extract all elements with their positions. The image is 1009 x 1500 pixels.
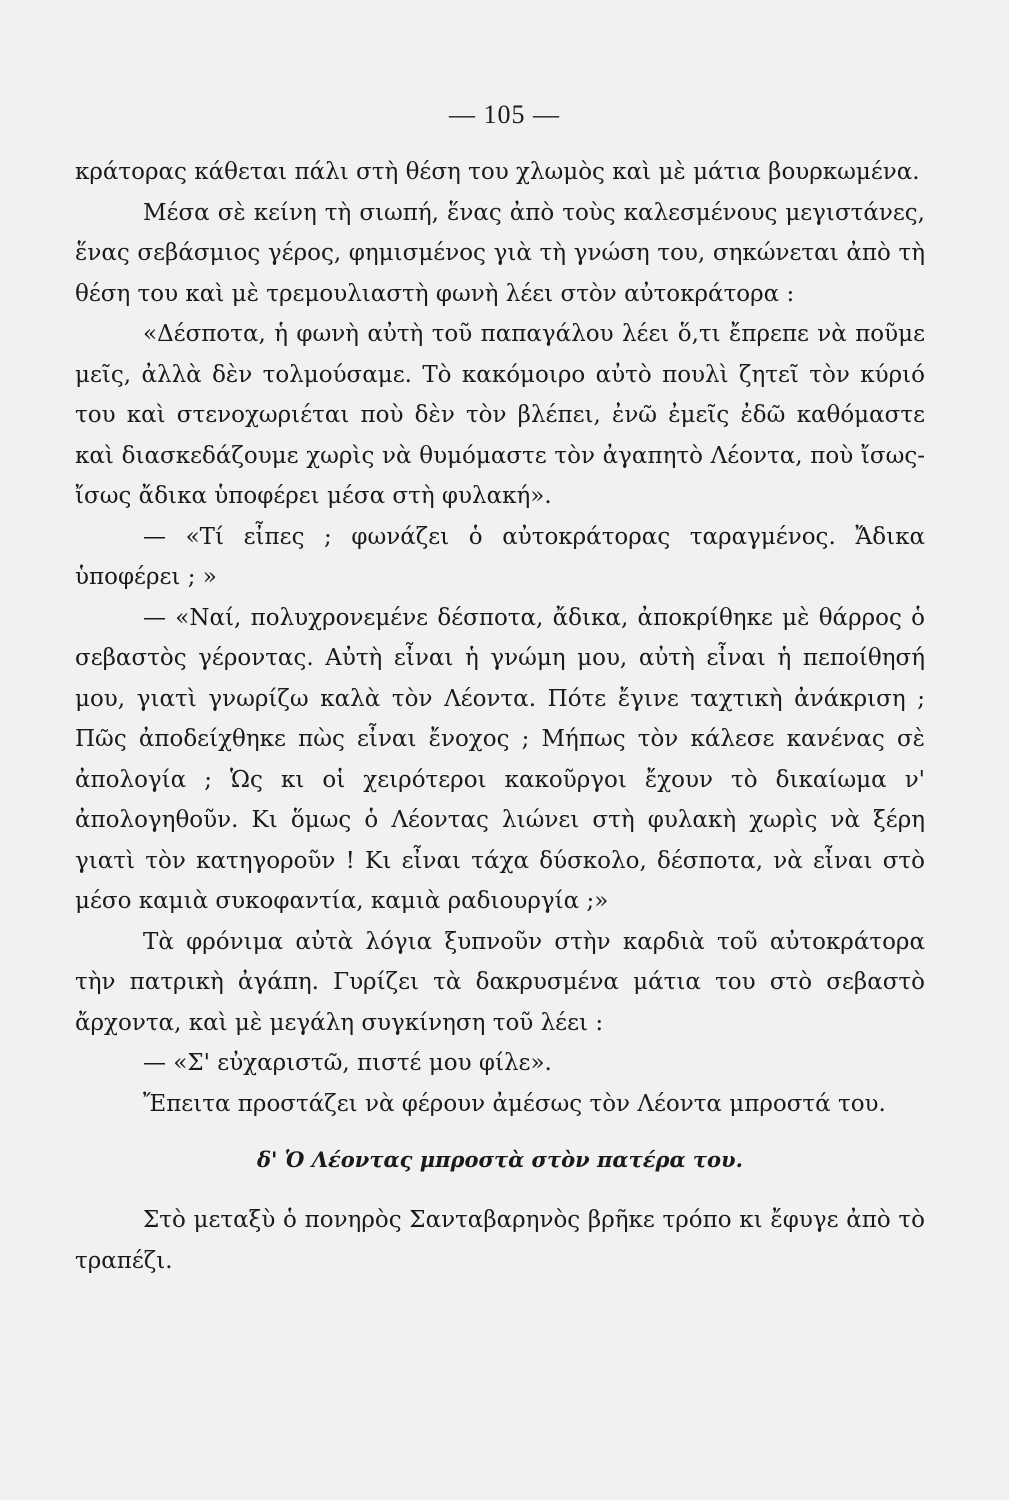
dialogue-paragraph: — «Σ' εὐχαριστῶ, πιστέ μου φίλε».: [143, 1050, 552, 1076]
closing-paragraph: Στὸ μεταξὺ ὁ πονηρὸς Σανταβαρηνὸς βρῆκε τρόπο κι ἔφυγε ἀπὸ τὸ τραπέζι.: [75, 1207, 925, 1274]
paragraph: Μέσα σὲ κείνη τὴ σιωπή, ἕνας ἀπὸ τοὺς καλεσμένους μεγιστάνες, ἕνας σεβάσμιος γέρος, φημισμένος γιὰ τὴ γνώση του, σηκώνεται ἀπὸ τὴ θέση του καὶ μὲ τρεμουλιαστὴ φωνὴ λέει στὸν αὐτοκράτορα :: [75, 199, 925, 307]
page-number: — 105 —: [449, 100, 560, 129]
paragraph: κράτορας κάθεται πάλι στὴ θέση του χλωμὸς καὶ μὲ μάτια βουρκωμένα.: [75, 159, 920, 185]
body-text: [75, 152, 925, 1281]
paragraph: «Δέσποτα, ἡ φωνὴ αὐτὴ τοῦ παπαγάλου λέει ὅ,τι ἔπρεπε νὰ ποῦμε μεῖς, ἀλλὰ δὲν τολμούσαμε. Τὸ κακόμοιρο αὐτὸ πουλὶ ζητεῖ τὸν κύριό του καὶ στενοχωριέται ποὺ δὲν τὸν βλέπει, ἐνῶ ἐμεῖς ἐδῶ καθόμαστε καὶ διασκεδάζουμε χωρὶς νὰ θυμόμαστε τὸν ἀγαπητὸ Λέοντα, ποὺ ἴσως-ἴσως ἄδικα ὑποφέρει μέσα στὴ φυλακή».: [75, 321, 925, 509]
section-heading: δ' Ὁ Λέοντας μπροστὰ στὸν πατέρα του.: [257, 1147, 743, 1172]
paragraph: Τὰ φρόνιμα αὐτὰ λόγια ξυπνοῦν στὴν καρδιὰ τοῦ αὐτοκράτορα τὴν πατρικὴ ἀγάπη. Γυρίζει τὰ δακρυσμένα μάτια του στὸ σεβαστὸ ἄρχοντα, καὶ μὲ μεγάλη συγκίνηση τοῦ λέει :: [75, 928, 925, 1036]
dialogue-paragraph: — «Τί εἶπες ; φωνάζει ὁ αὐτοκράτορας ταραγμένος. Ἄδικα ὑποφέρει ; »: [75, 523, 925, 590]
dialogue-paragraph: — «Ναί, πολυχρονεμένε δέσποτα, ἄδικα, ἀποκρίθηκε μὲ θάρρος ὁ σεβαστὸς γέροντας. Αὐτὴ εἶναι ἡ γνώμη μου, αὐτὴ εἶναι ἡ πεποίθησή μου, γιατὶ γνωρίζω καλὰ τὸν Λέοντα. Πότε ἔγινε ταχτικὴ ἀνάκριση ; Πῶς ἀποδείχθηκε πὼς εἶναι ἔνοχος ; Μήπως τὸν κάλεσε κανένας σὲ ἀπολογία ; Ὡς κι οἱ χειρότεροι κακοῦργοι ἔχουν τὸ δικαίωμα ν' ἀπολογηθοῦν. Κι ὅμως ὁ Λέοντας λιώνει στὴ φυλακὴ χωρὶς νὰ ξέρη γιατὶ τὸν κατηγοροῦν ! Κι εἶναι τάχα δύσκολο, δέσποτα, νὰ εἶναι στὸ μέσο καμιὰ συκοφαντία, καμιὰ ραδιουργία ;»: [75, 604, 925, 914]
paragraph: Ἔπειτα προστάζει νὰ φέρουν ἀμέσως τὸν Λέοντα μπροστά του.: [143, 1090, 886, 1117]
